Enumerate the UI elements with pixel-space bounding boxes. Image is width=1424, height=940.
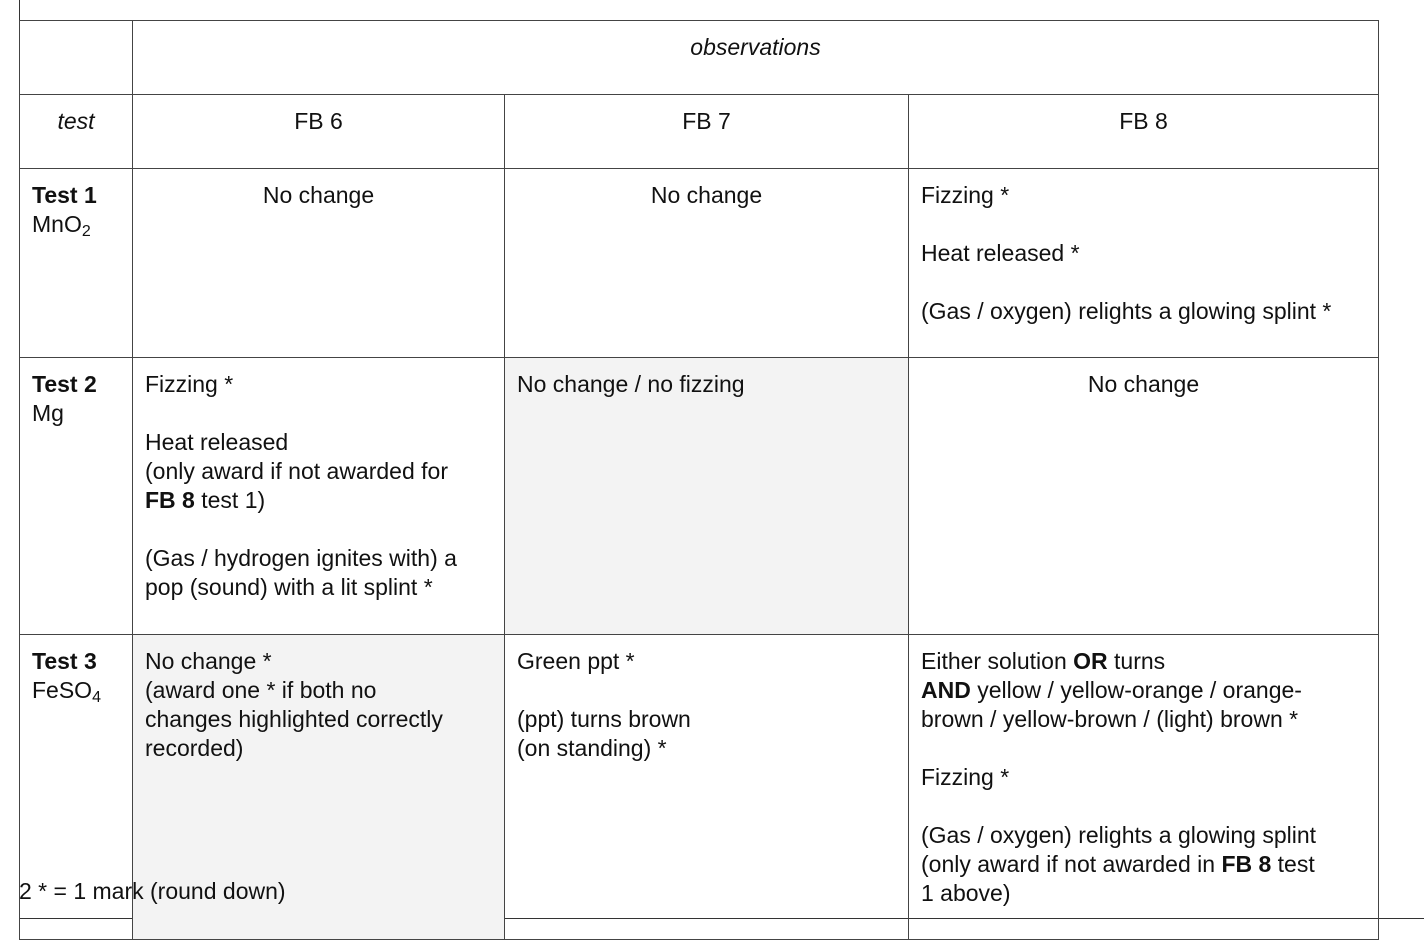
observation-text: (ppt) turns brown: [517, 706, 691, 732]
observation-text: No change: [650, 182, 763, 208]
observation-text: Heat released *: [921, 240, 1080, 266]
fb8-observation-cell: [909, 358, 1379, 635]
observation-text: No change / no fizzing: [517, 371, 745, 397]
observation-text: (only award if not awarded in FB 8 test: [921, 851, 1315, 877]
observation-text: changes highlighted correctly: [145, 706, 443, 732]
observation-text: Either solution OR turns: [921, 648, 1166, 674]
observation-text: (Gas / oxygen) relights a glowing splint: [921, 822, 1317, 848]
fb7-column-heading: FB 7: [505, 95, 909, 169]
observation-text: brown / yellow-brown / (light) brown *: [921, 706, 1299, 732]
observations-heading: observations: [133, 21, 1379, 95]
test-label-cell: [20, 358, 133, 635]
observation-text: AND yellow / yellow-orange / orange-: [921, 677, 1302, 703]
reagent-label: MnO$_2$: [32, 211, 91, 240]
observation-text: pop (sound) with a lit splint *: [145, 574, 433, 600]
mark-scheme-table: [19, 20, 1379, 940]
observation-text: (award one * if both no: [145, 677, 377, 703]
reagent-label: Mg: [32, 400, 64, 426]
test-column-heading: test: [20, 95, 133, 169]
fb8-column-heading: FB 8: [909, 95, 1379, 169]
observation-text: FB 8 test 1): [145, 487, 266, 513]
marking-note: 2 * = 1 mark (round down): [19, 878, 286, 904]
observation-text: Fizzing *: [921, 182, 1010, 208]
empty-corner-cell: [20, 21, 133, 95]
observation-text: Heat released: [145, 429, 289, 455]
test-name: Test 3: [32, 648, 97, 674]
fb7-observation-cell: [505, 358, 909, 635]
observations-header-row: [20, 21, 1379, 95]
observation-text: (Gas / hydrogen ignites with) a: [145, 545, 457, 571]
test-name: Test 1: [32, 182, 97, 208]
observation-text: Green ppt *: [517, 648, 635, 674]
fb6-observation-cell: [133, 358, 505, 635]
observation-text: No change: [262, 182, 375, 208]
observation-text: Fizzing *: [145, 371, 234, 397]
table-row-test-2: [20, 358, 1379, 635]
fb7-observation-cell: [505, 169, 909, 358]
fb8-observation-cell: [909, 635, 1379, 940]
observation-text: No change: [1087, 371, 1200, 397]
fb6-observation-cell: [133, 169, 505, 358]
observation-text: (only award if not awarded for: [145, 458, 448, 484]
observation-text: (Gas / oxygen) relights a glowing splint *: [921, 298, 1332, 324]
observation-text: 1 above): [921, 880, 1011, 906]
observation-text: recorded): [145, 735, 244, 761]
reagent-label: FeSO$_4$: [32, 677, 101, 706]
observation-text: (on standing) *: [517, 735, 667, 761]
observation-text: No change *: [145, 648, 272, 674]
fb8-observation-cell: [909, 169, 1379, 358]
test-label-cell: [20, 169, 133, 358]
observation-text: Fizzing *: [921, 764, 1010, 790]
test-name: Test 2: [32, 371, 97, 397]
fb6-column-heading: FB 6: [133, 95, 505, 169]
column-header-row: [20, 95, 1379, 169]
fb7-observation-cell: [505, 635, 909, 940]
table-row-test-1: [20, 169, 1379, 358]
